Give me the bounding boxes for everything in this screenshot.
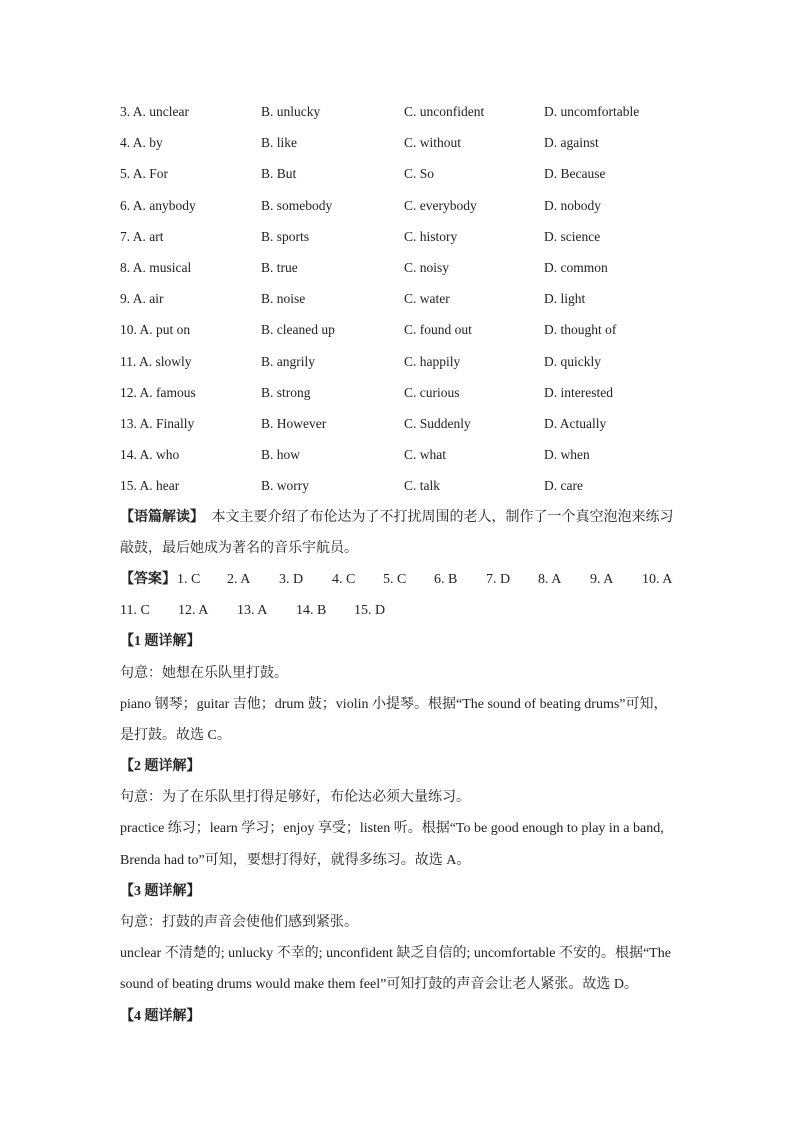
option-a: 6. A. anybody <box>120 197 196 213</box>
option-c: C. water <box>404 291 450 307</box>
option-row <box>120 102 680 122</box>
option-a: 5. A. For <box>120 166 169 182</box>
option-c: C. history <box>404 228 458 244</box>
q1-explanation-2: 是打鼓。故选 C。 <box>120 728 231 743</box>
option-row <box>120 414 680 434</box>
option-a: 10. A. put on <box>120 322 191 338</box>
option-c: C. found out <box>404 322 472 338</box>
option-row <box>120 383 680 403</box>
q1-explanation-1: piano 钢琴；guitar 吉他；drum 鼓；violin 小提琴。根据“The sound of beating drums”可知， <box>120 697 668 712</box>
option-c: C. So <box>404 166 435 182</box>
q3-title: 【3 题详解】 <box>120 884 201 899</box>
option-c: C. happily <box>404 353 461 369</box>
option-row <box>120 320 680 340</box>
option-b: B. worry <box>261 478 309 494</box>
answer-item: 2. A <box>227 572 251 587</box>
option-c: C. noisy <box>404 260 450 275</box>
analysis-line-1 <box>120 508 674 528</box>
option-d: D. Actually <box>544 416 607 431</box>
option-d: D. interested <box>544 384 613 400</box>
analysis-text-1: 本文主要介绍了布伦达为了不打扰周围的老人，制作了一个真空泡泡来练习 <box>211 510 674 525</box>
option-c: C. unconfident <box>404 104 485 119</box>
answers-label: 【答案】 <box>120 572 176 587</box>
option-d: D. nobody <box>544 197 601 213</box>
option-c: C. talk <box>404 478 440 494</box>
answer-item: 4. C <box>332 572 356 587</box>
option-row <box>120 258 680 278</box>
option-b: B. However <box>261 416 327 431</box>
q4-title: 【4 题详解】 <box>120 1009 201 1024</box>
option-b: B. strong <box>261 384 311 400</box>
option-a: 12. A. famous <box>120 384 196 400</box>
answer-item: 13. A <box>237 603 268 618</box>
option-a: 3. A. unclear <box>120 104 189 119</box>
q2-meaning: 句意：为了在乐队里打得足够好，布伦达必须大量练习。 <box>120 790 470 805</box>
option-d: D. quickly <box>544 353 601 369</box>
analysis-line-2: 敲鼓，最后她成为著名的音乐宇航员。 <box>120 541 358 556</box>
option-d: D. common <box>544 260 608 275</box>
option-a: 7. A. art <box>120 228 164 244</box>
q2-explanation-2: Brenda had to”可知，要想打得好，就得多练习。故选 A。 <box>120 853 471 868</box>
answer-item: 8. A <box>538 572 562 587</box>
option-b: B. how <box>261 447 301 463</box>
answer-item: 1. C <box>177 572 201 587</box>
option-a: 14. A. who <box>120 447 180 463</box>
option-d: D. uncomfortable <box>544 104 640 119</box>
answer-item: 6. B <box>434 572 458 587</box>
option-a: 15. A. hear <box>120 478 180 494</box>
answer-item: 7. D <box>486 572 511 587</box>
analysis-label: 【语篇解读】 <box>120 510 204 525</box>
option-row <box>120 227 680 247</box>
answer-item: 11. C <box>120 603 150 618</box>
option-b: B. noise <box>261 291 306 307</box>
option-d: D. thought of <box>544 322 617 338</box>
option-a: 13. A. Finally <box>120 416 195 431</box>
option-d: D. Because <box>544 166 606 182</box>
option-b: B. cleaned up <box>261 322 335 338</box>
answers-row-2 <box>120 601 420 621</box>
q3-explanation-1: unclear 不清楚的; unlucky 不幸的; unconfident 缺乏自信的; uncomfortable 不安的。根据“The <box>120 946 671 961</box>
answer-item: 10. A <box>642 572 673 587</box>
option-row <box>120 352 680 372</box>
answer-item: 3. D <box>279 572 304 587</box>
option-c: C. without <box>404 135 462 151</box>
option-b: B. But <box>261 166 297 182</box>
answer-item: 15. D <box>354 603 386 618</box>
q3-explanation-2: sound of beating drums would make them feel”可知打鼓的声音会让老人紧张。故选 D。 <box>120 977 638 992</box>
q1-title: 【1 题详解】 <box>120 634 201 649</box>
option-b: B. unlucky <box>261 104 321 119</box>
option-d: D. care <box>544 478 583 494</box>
option-b: B. like <box>261 135 297 151</box>
option-c: C. what <box>404 447 446 463</box>
answers-row-1 <box>120 570 680 590</box>
option-b: B. true <box>261 260 298 275</box>
option-row <box>120 476 680 496</box>
option-a: 9. A. air <box>120 291 164 307</box>
answer-item: 9. A <box>590 572 614 587</box>
option-row <box>120 289 680 309</box>
q1-meaning: 句意：她想在乐队里打鼓。 <box>120 666 288 681</box>
option-row <box>120 196 680 216</box>
option-c: C. Suddenly <box>404 416 471 431</box>
answer-item: 14. B <box>296 603 327 618</box>
option-b: B. somebody <box>261 197 333 213</box>
option-d: D. light <box>544 291 586 307</box>
option-a: 4. A. by <box>120 135 163 151</box>
option-d: D. when <box>544 447 590 463</box>
option-b: B. sports <box>261 228 310 244</box>
answer-item: 5. C <box>383 572 407 587</box>
q2-title: 【2 题详解】 <box>120 759 201 774</box>
option-a: 11. A. slowly <box>120 353 192 369</box>
option-row <box>120 164 680 184</box>
q2-explanation-1: practice 练习；learn 学习；enjoy 享受；listen 听。根据“To be good enough to play in a band, <box>120 821 664 836</box>
option-a: 8. A. musical <box>120 260 192 275</box>
option-d: D. science <box>544 228 601 244</box>
option-d: D. against <box>544 135 599 151</box>
q3-meaning: 句意：打鼓的声音会使他们感到紧张。 <box>120 915 358 930</box>
option-row <box>120 133 680 153</box>
option-c: C. everybody <box>404 197 477 213</box>
option-b: B. angrily <box>261 353 315 369</box>
answer-item: 12. A <box>178 603 209 618</box>
option-row <box>120 445 680 465</box>
option-c: C. curious <box>404 384 460 400</box>
